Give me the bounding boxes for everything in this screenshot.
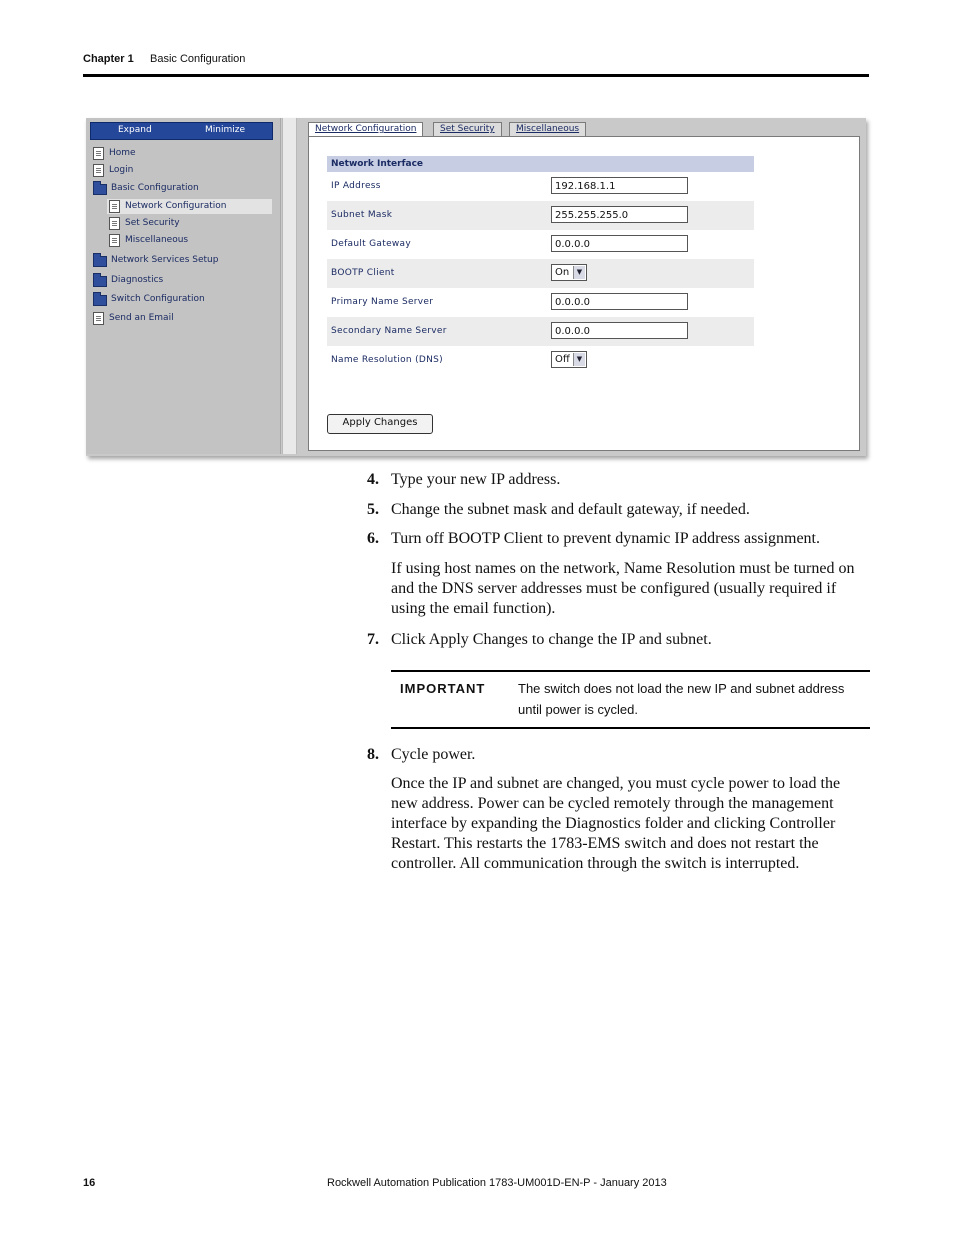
page-number: 16	[83, 1177, 96, 1189]
field-label: Name Resolution (DNS)	[331, 355, 443, 365]
chevron-down-icon[interactable]: ▼	[573, 266, 585, 279]
field-row-subnet-mask	[327, 201, 754, 230]
field-row-name-resolution	[327, 346, 754, 375]
document-icon	[93, 164, 104, 177]
primary-name-server-input[interactable]: 0.0.0.0	[551, 293, 688, 310]
nav-item-label: Basic Configuration	[111, 183, 199, 193]
field-label: Primary Name Server	[331, 297, 434, 307]
folder-icon	[93, 256, 107, 267]
field-label: Subnet Mask	[331, 210, 393, 220]
network-configuration-panel	[308, 136, 860, 451]
step-number: 7.	[367, 631, 379, 648]
document-icon	[109, 234, 120, 247]
step-text: Type your new IP address.	[391, 471, 561, 488]
field-row-secondary-name-server	[327, 317, 754, 346]
select-value: On	[555, 267, 570, 278]
nav-item-basic-configuration[interactable]	[91, 181, 271, 196]
field-label: Default Gateway	[331, 239, 412, 249]
secondary-name-server-input[interactable]: 0.0.0.0	[551, 322, 688, 339]
nav-item-set-security[interactable]	[107, 216, 272, 231]
field-row-bootp-client	[327, 259, 754, 288]
step-text: Click Apply Changes to change the IP and subnet.	[391, 631, 712, 648]
nav-toolbar	[90, 122, 273, 140]
header-rule	[83, 74, 869, 77]
important-text: The switch does not load the new IP and subnet address until power is cycled.	[518, 681, 845, 717]
nav-item-label: Switch Configuration	[111, 294, 205, 304]
folder-open-icon	[93, 184, 107, 195]
field-label: Secondary Name Server	[331, 326, 447, 336]
step-text: Cycle power.	[391, 746, 476, 763]
nav-item-miscellaneous[interactable]	[107, 233, 272, 248]
tab-miscellaneous[interactable]	[509, 122, 586, 136]
default-gateway-input[interactable]: 0.0.0.0	[551, 235, 688, 252]
nav-item-label: Set Security	[125, 218, 180, 228]
step-number: 8.	[367, 746, 379, 763]
nav-item-label: Login	[109, 165, 134, 175]
nav-item-label: Miscellaneous	[125, 235, 189, 245]
nav-item-label: Network Configuration	[125, 201, 227, 211]
step-number: 5.	[367, 501, 379, 518]
bootp-client-select[interactable]	[551, 264, 587, 281]
chevron-down-icon[interactable]: ▼	[573, 353, 585, 366]
step-7	[367, 630, 869, 650]
tab-set-security[interactable]	[433, 122, 502, 136]
nav-item-diagnostics[interactable]	[91, 273, 271, 288]
tab-label: Set Security	[440, 124, 495, 134]
apply-changes-button[interactable]: Apply Changes	[327, 414, 433, 434]
section-label: Basic Configuration	[150, 53, 246, 65]
nav-item-label: Send an Email	[109, 313, 174, 323]
running-header	[83, 53, 246, 65]
dns-note: If using host names on the network, Name Resolution must be turned on and the DNS server addresses must be configured (usually required if using the email function).	[391, 560, 855, 617]
chapter-label: Chapter 1	[83, 53, 134, 65]
nav-item-label: Home	[109, 148, 136, 158]
tab-label: Network Configuration	[315, 124, 417, 134]
cycle-power-note: Once the IP and subnet are changed, you must cycle power to load the new address. Power can be cycled remotely through the management interface by expanding the Diagnostics folder and clicking Controller Restart. This restarts the 1783-EMS switch and does not restart the controller. All communication through the switch is interrupted.	[391, 775, 841, 872]
field-row-ip-address	[327, 172, 754, 201]
field-row-primary-name-server	[327, 288, 754, 317]
step-8	[367, 745, 869, 765]
nav-item-login[interactable]	[91, 163, 271, 178]
expand-link[interactable]: Expand	[118, 125, 152, 135]
tab-network-configuration[interactable]	[308, 122, 423, 137]
frame-scrollbar[interactable]	[282, 118, 297, 454]
step-number: 6.	[367, 530, 379, 547]
field-row-default-gateway	[327, 230, 754, 259]
document-icon	[93, 147, 104, 160]
step-5	[367, 500, 869, 520]
step-text: Change the subnet mask and default gateway, if needed.	[391, 501, 750, 518]
document-icon	[109, 200, 120, 213]
nav-item-send-an-email[interactable]	[91, 311, 271, 326]
web-interface-screenshot	[86, 118, 866, 456]
nav-item-network-services-setup[interactable]	[91, 253, 271, 268]
step-number: 4.	[367, 471, 379, 488]
field-label: IP Address	[331, 181, 381, 191]
nav-item-label: Diagnostics	[111, 275, 164, 285]
select-value: Off	[555, 354, 570, 365]
step-6	[367, 529, 869, 549]
nav-item-home[interactable]	[91, 146, 271, 161]
name-resolution-select[interactable]	[551, 351, 587, 368]
important-label: IMPORTANT	[400, 681, 486, 696]
step-4	[367, 470, 869, 490]
publication-info: Rockwell Automation Publication 1783-UM001D-EN-P - January 2013	[327, 1177, 667, 1189]
folder-icon	[93, 276, 107, 287]
folder-icon	[93, 295, 107, 306]
subnet-mask-input[interactable]: 255.255.255.0	[551, 206, 688, 223]
field-label: BOOTP Client	[331, 268, 395, 278]
nav-item-label: Network Services Setup	[111, 255, 219, 265]
section-title: Network Interface	[327, 156, 754, 172]
important-box	[391, 670, 870, 729]
document-icon	[93, 312, 104, 325]
step-text: Turn off BOOTP Client to prevent dynamic IP address assignment.	[391, 530, 820, 547]
ip-address-input[interactable]: 192.168.1.1	[551, 177, 688, 194]
minimize-link[interactable]: Minimize	[205, 125, 245, 135]
document-icon	[109, 217, 120, 230]
nav-item-switch-configuration[interactable]	[91, 292, 271, 307]
navigation-pane	[86, 118, 281, 454]
tab-label: Miscellaneous	[516, 124, 580, 134]
nav-item-network-configuration[interactable]	[107, 199, 272, 214]
